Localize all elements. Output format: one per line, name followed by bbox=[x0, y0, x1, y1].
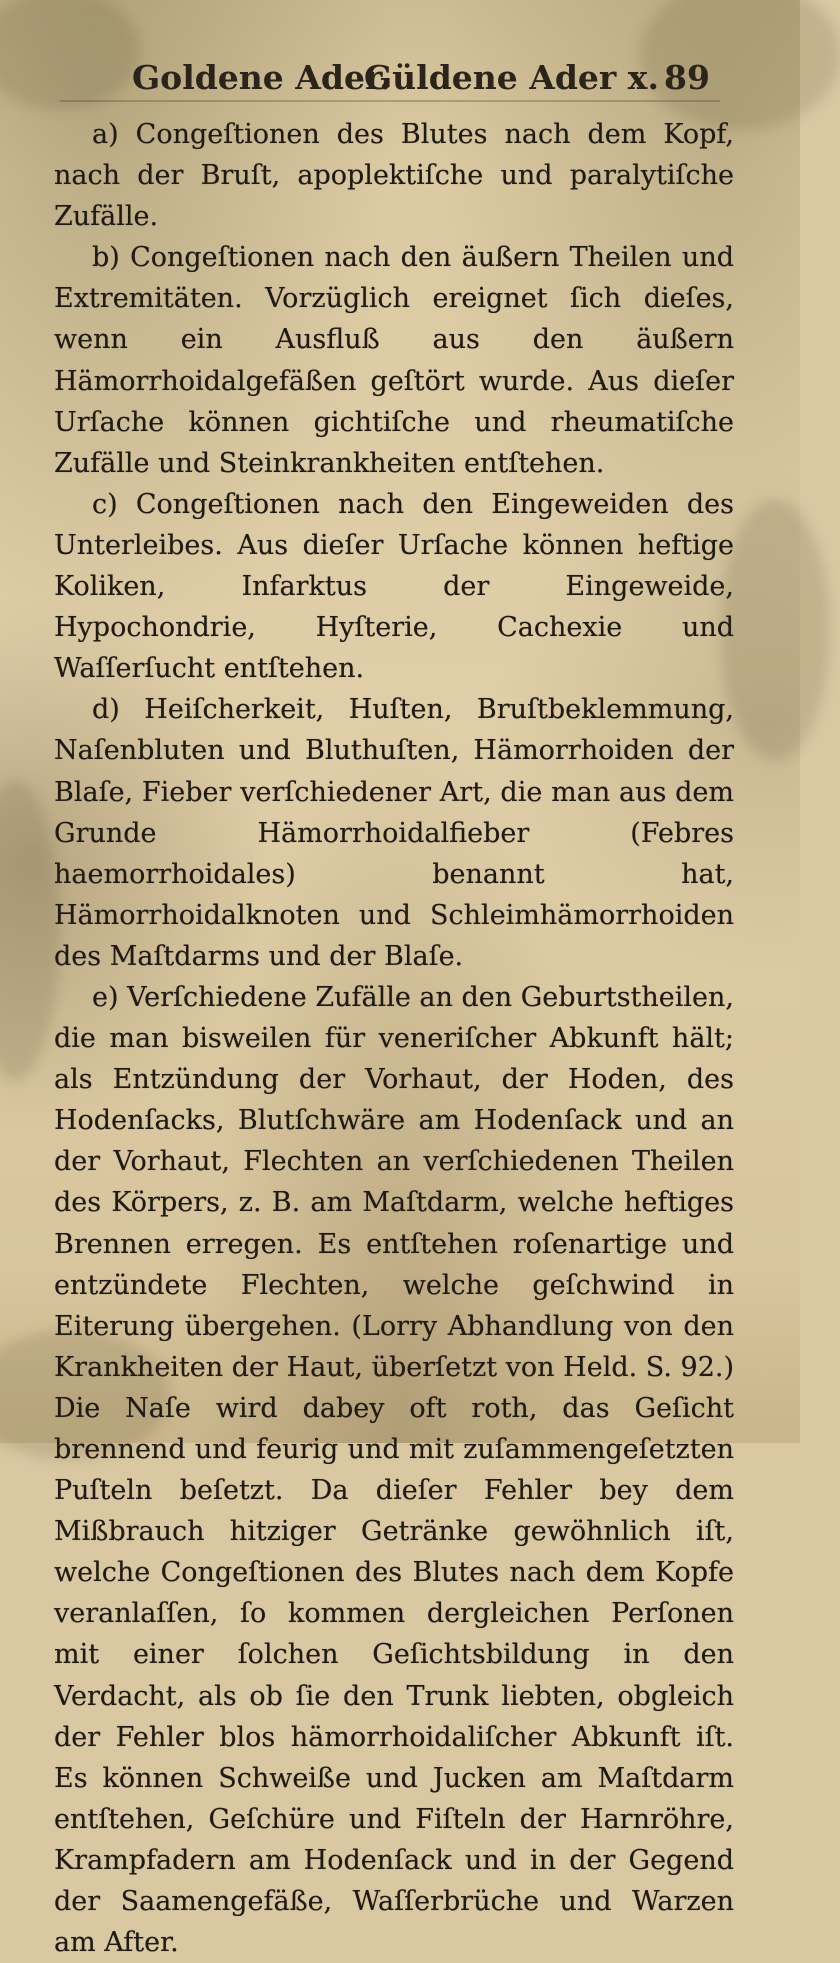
paragraph-a: a) Congeſtionen des Blutes nach dem Kopf, nach der Bruſt, apoplektiſche und paralytiſche Zufälle. bbox=[54, 119, 734, 233]
header-left-title: Goldene Ader. bbox=[132, 58, 391, 97]
paper-stain bbox=[720, 500, 830, 760]
paragraph-c: c) Congeſtionen nach den Eingeweiden des Unterleibes. Aus dieſer Urſache können heftige Koliken, Infarktus der Eingeweide, Hypochondrie, Hyſterie, Cachexie und Waſſerſucht entſtehen. bbox=[54, 488, 734, 685]
header-rule bbox=[60, 100, 720, 102]
paragraph-e: e) Verſchiedene Zufälle an den Geburtstheilen, die man bisweilen für veneriſcher Abkunft hält; als Entzündung der Vorhaut, der Hoden, des Hodenſacks, Blutſchwäre am Hodenſack und an der Vorhaut, Flechten an verſchiedenen Theilen des Körpers, z. B. am Maſtdarm, welche heftiges Brennen erregen. Es entſtehen roſenartige und entzündete Flechten, welche geſchwind in Eiterung übergehen. (Lorry Abhandlung von den Krankheiten der Haut, überſetzt von Held. S. 92.) Die Naſe wird dabey oft roth, das Geſicht brennend und feurig und mit zuſammengeſetzten Puſteln beſetzt. Da dieſer Fehler bey dem Mißbrauch hitziger Getränke gewöhnlich iſt, welche Congeſtionen des Blutes nach dem Kopfe veranlaſſen, ſo kommen dergleichen Perſonen mit einer ſolchen Geſichtsbildung in den Verdacht, als ob ſie den Trunk liebten, obgleich der Fehler blos hämorrhoidaliſcher Abkunft iſt. Es können Schweiße und Jucken am Maſtdarm entſtehen, Geſchüre und Fiſteln der Harnröhre, Krampfadern am Hodenſack und in der Gegend der Saamengefäße, Waſſerbrüche und Warzen am After. bbox=[54, 981, 734, 1959]
paper-stain bbox=[0, 780, 60, 1080]
header-center-title: Güldene Ader x. bbox=[364, 58, 659, 97]
main-text bbox=[54, 114, 734, 1963]
paragraph-b: b) Congeſtionen nach den äußern Theilen und Extremitäten. Vorzüglich ereignet ſich dieſes, wenn ein Ausfluß aus den äußern Hämorrhoidalgefäßen geſtört wurde. Aus dieſer Urſache können gichtiſche und rheumatiſche Zufälle und Steinkrankheiten entſtehen. bbox=[54, 242, 734, 479]
page-number: 89 bbox=[664, 58, 710, 97]
paragraph-d: d) Heiſcherkeit, Huſten, Bruſtbeklemmung, Naſenbluten und Bluthuſten, Hämorrhoiden der Blaſe, Fieber verſchiedener Art, die man aus dem Grunde Hämorrhoidalfieber (Febres haemorrhoidales) benannt hat, Hämorrhoidalknoten und Schleimhämorrhoiden des Maſtdarms und der Blaſe. bbox=[54, 694, 734, 972]
